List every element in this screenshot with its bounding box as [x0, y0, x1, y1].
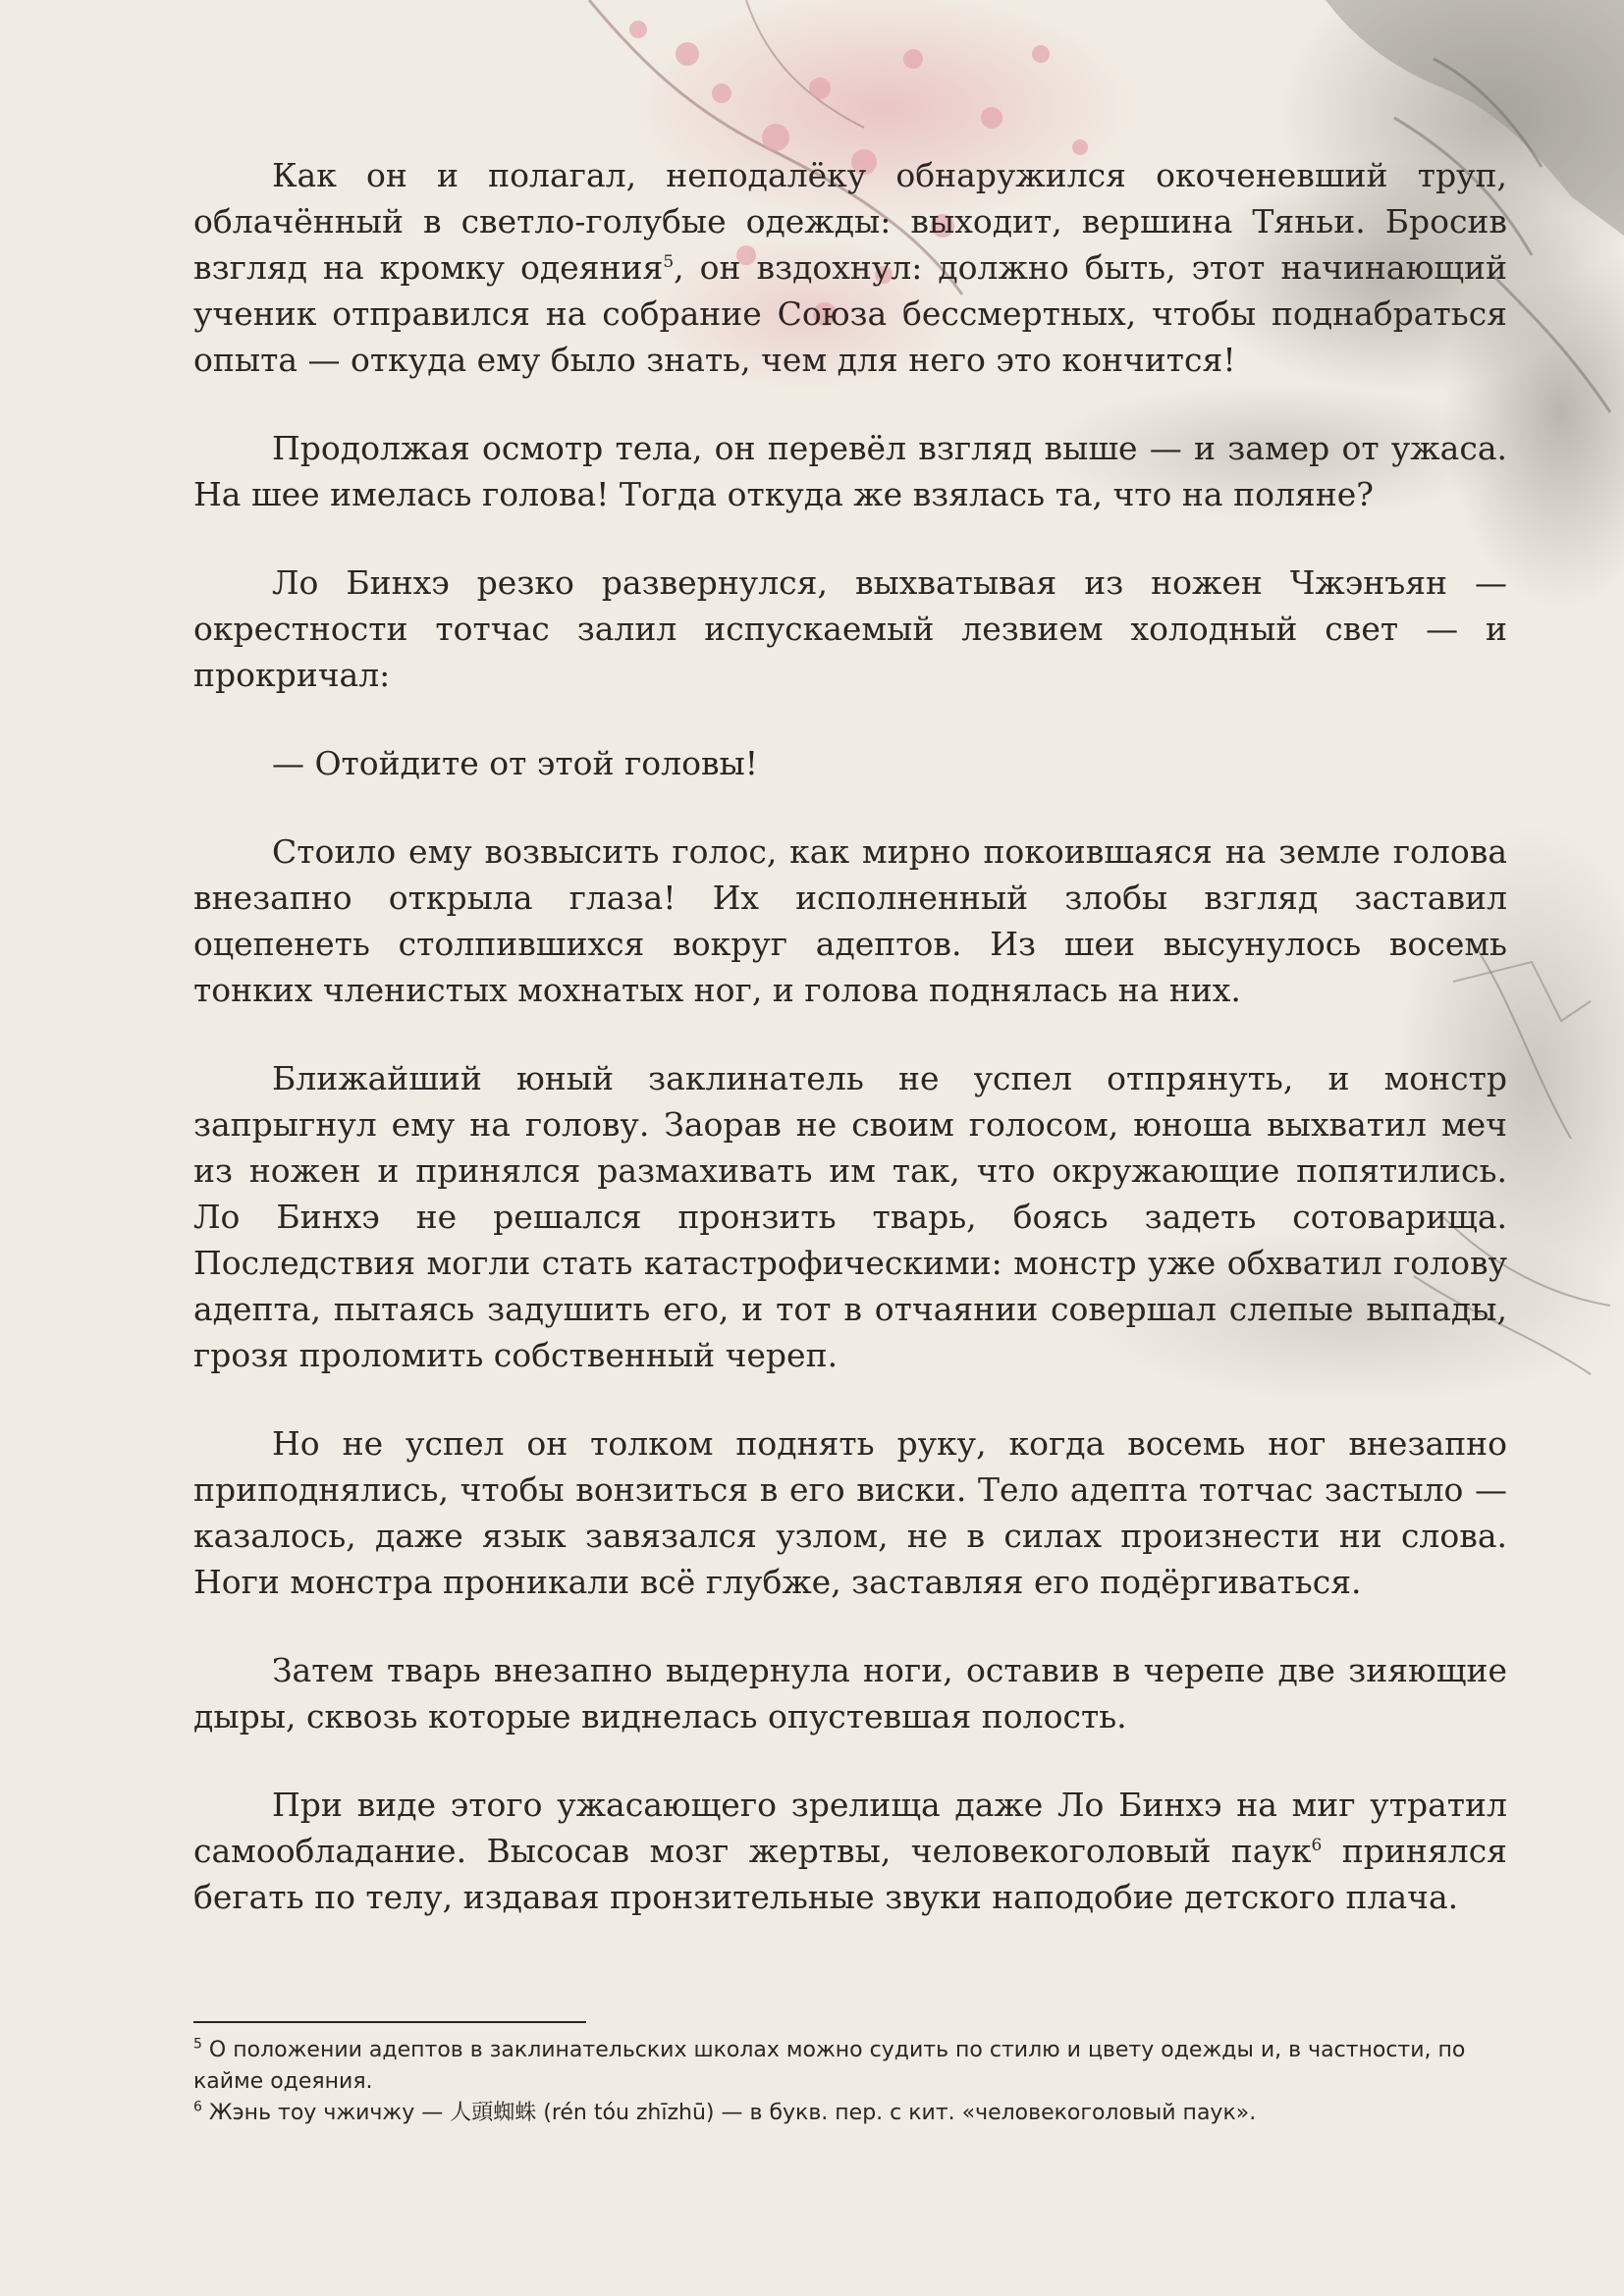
footnotes [193, 2035, 1507, 2129]
footnote-number: 6 [193, 2099, 202, 2115]
footnote-separator [193, 2021, 586, 2023]
paragraph: Как он и полагал, неподалёку обнаружился окоченевший труп, облачённый в светло-голубые одежды: выходит, вершина Тяньи. Бросив взгляд на кромку одеяния$^5$, он вздохнул: должно быть, этот начинающий ученик отправился на собрание Союза бессмертных, чтобы поднабраться опыта — откуда ему было знать, чем для него это кончится! [193, 156, 1507, 379]
footnote-ref[interactable]: 5 [663, 252, 675, 272]
footnote-number: 5 [193, 2036, 202, 2053]
footnote-ref[interactable]: 6 [1311, 1836, 1323, 1855]
paragraph: Продолжая осмотр тела, он перевёл взгляд выше — и замер от ужаса. На шее имелась голова! Тогда откуда же взялась та, что на поляне? [193, 429, 1507, 513]
footnote: $^6$ Жэнь тоу чжичжу — 人頭蜘蛛 (rén tóu zhīzhū) — в букв. пер. с кит. «человекоголовый паук». [193, 2099, 1257, 2125]
paragraph: Ло Бинхэ резко развернулся, выхватывая из ножен Чжэнъян — окрестности тотчас залил испускаемый лезвием холодный свет — и прокричал: [193, 563, 1507, 694]
footnote: $^5$ О положении адептов в заклинательских школах можно судить по стилю и цвету одежды и, в частности, по кайме одеяния. [193, 2036, 1466, 2094]
main-text [193, 152, 1507, 1962]
paragraph: Стоило ему возвысить голос, как мирно покоившаяся на земле голова внезапно открыла глаза! Их исполненный злобы взгляд заставил оцепенеть столпившихся вокруг адептов. Из шеи высунулось восемь тонких членистых мохнатых ног, и голова поднялась на них. [193, 832, 1507, 1009]
paragraph: — Отойдите от этой головы! [272, 744, 759, 782]
paragraph: Но не успел он толком поднять руку, когда восемь ног внезапно приподнялись, чтобы вонзиться в его виски. Тело адепта тотчас застыло — казалось, даже язык завязался узлом, не в силах произнести ни слова. Ноги монстра проникали всё глубже, заставляя его подёргиваться. [193, 1424, 1507, 1601]
paragraph: При виде этого ужасающего зрелища даже Ло Бинхэ на миг утратил самообладание. Высосав мозг жертвы, человекоголовый паук$^6$ принялся бегать по телу, издавая пронзительные звуки наподобие детского плача. [193, 1786, 1507, 1916]
paragraph: Ближайший юный заклинатель не успел отпрянуть, и монстр запрыгнул ему на голову. Заорав не своим голосом, юноша выхватил меч из ножен и принялся размахивать им так, что окружающие попятились. Ло Бинхэ не решался пронзить тварь, боясь задеть сотоварища. Последствия могли стать катастрофическими: монстр уже обхватил голову адепта, пытаясь задушить его, и тот в отчаянии совершал слепые выпады, грозя проломить собственный череп. [193, 1059, 1507, 1374]
paragraph: Затем тварь внезапно выдернула ноги, оставив в черепе две зияющие дыры, сквозь которые виднелась опустевшая полость. [193, 1651, 1507, 1735]
